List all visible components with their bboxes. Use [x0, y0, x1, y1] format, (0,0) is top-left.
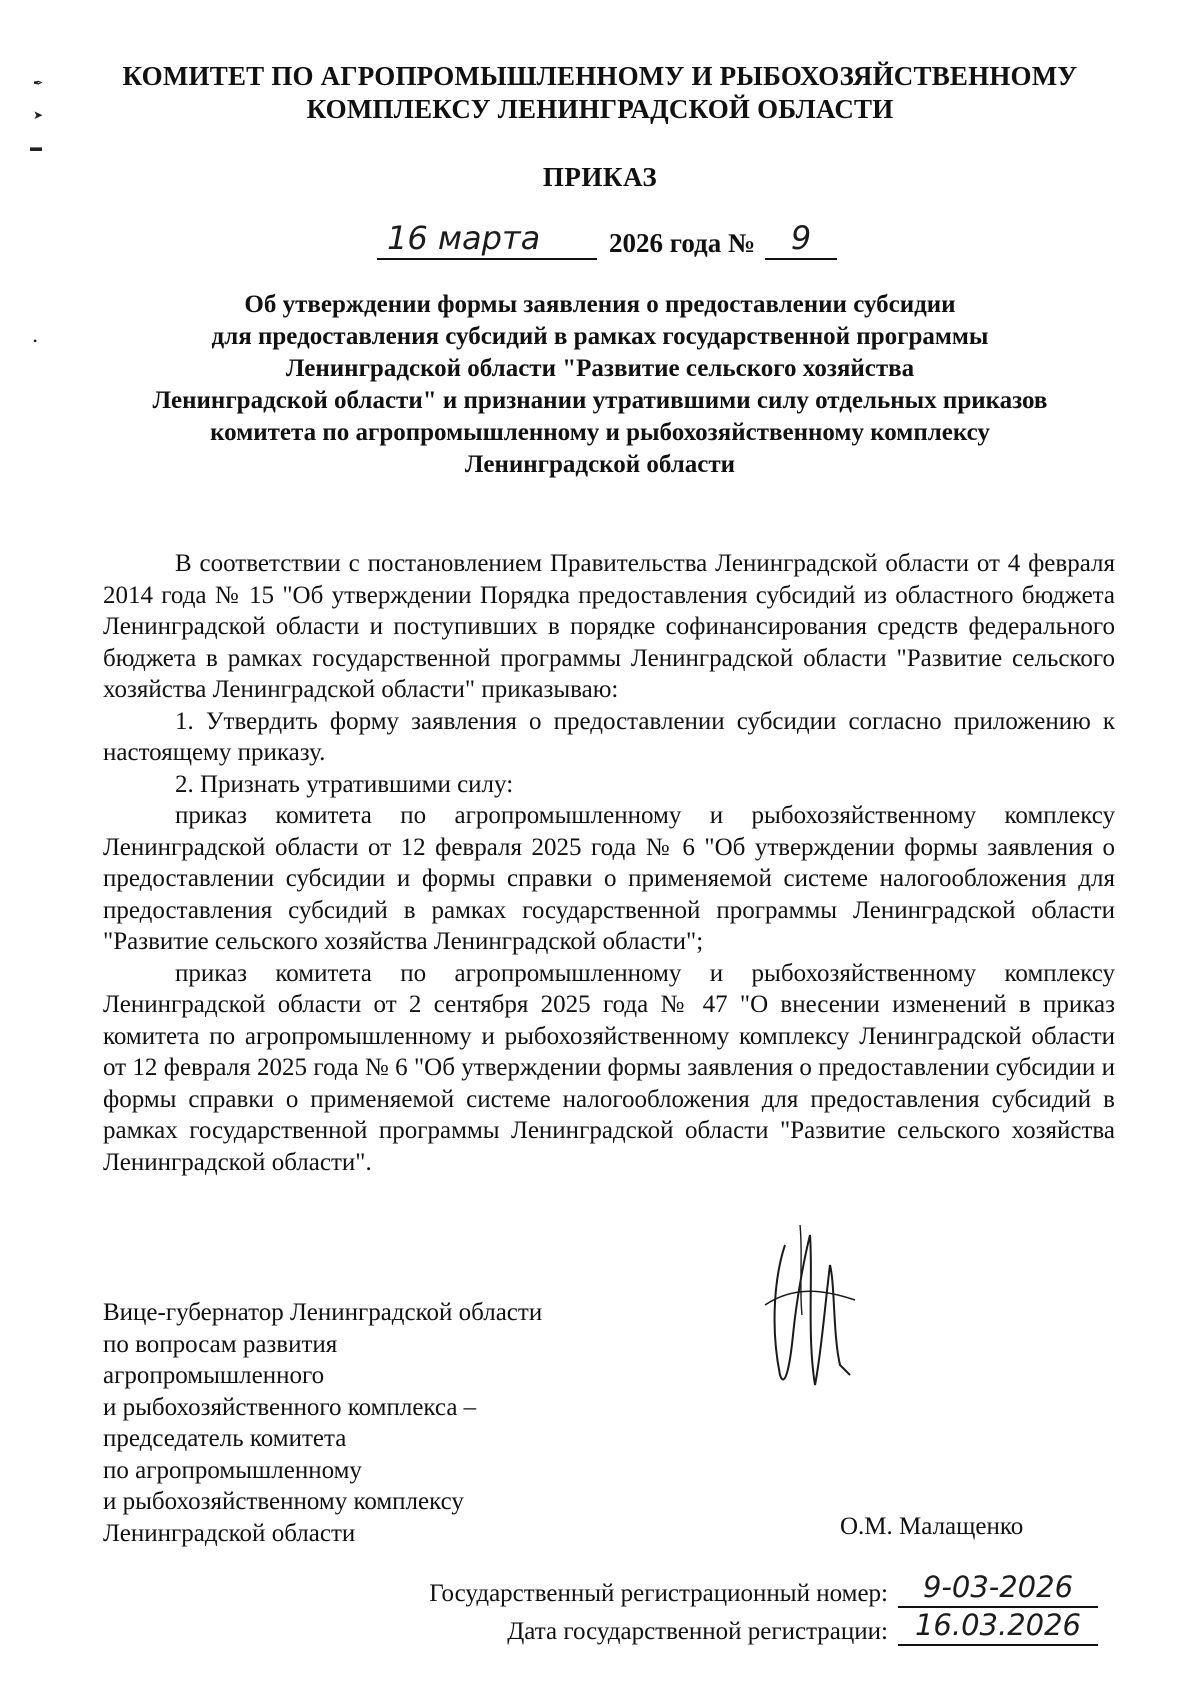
item-2-paragraph: 2. Признать утратившими силу:: [175, 770, 514, 798]
registration-date-value: 16.03.2026: [898, 1606, 1098, 1646]
order-date-line: [355, 218, 835, 262]
scan-mark: ▬: [30, 140, 42, 154]
document-type: ПРИКАЗ: [542, 162, 658, 192]
registration-date-row: [0, 1608, 1200, 1658]
scan-mark: •: [33, 334, 38, 348]
position-line: Ленинградской области: [103, 1519, 356, 1547]
subject-line: Ленинградской области: [464, 451, 736, 478]
signatory-name: О.М. Малащенко: [840, 1513, 1024, 1540]
order-year-text: 2026 года №: [609, 228, 756, 258]
signatory-position: [103, 1297, 623, 1549]
organization-header: [60, 60, 1140, 126]
order-number-handwritten: 9: [765, 218, 837, 260]
repeal-1-paragraph: приказ комитета по агропромышленному и рыбохозяйственному комплексу Ленинградской области от 12 февраля 2025 года № 6 "Об утверждении формы заявления о предоставлении субсидии и формы справки о применяемой системе налогообложения для предоставления субсидий в рамках государственной программы Ленинградской области "Развитие сельского хозяйства Ленинградской области";: [103, 802, 1115, 955]
subject-line: для предоставления субсидий в рамках государственной программы: [211, 323, 989, 350]
subject-line: Ленинградской области" и признании утратившими силу отдельных приказов: [152, 387, 1048, 414]
scan-mark: ➤: [33, 108, 44, 122]
scan-mark: ✒: [33, 76, 44, 90]
subject-line: Об утверждении формы заявления о предоставлении субсидии: [244, 291, 956, 318]
position-line: председатель комитета: [103, 1425, 347, 1452]
order-subject: [100, 289, 1100, 481]
organization-line-2: КОМПЛЕКСУ ЛЕНИНГРАДСКОЙ ОБЛАСТИ: [306, 94, 894, 124]
subject-line: Ленинградской области "Развитие сельского хозяйства: [285, 355, 915, 382]
intro-paragraph: В соответствии с постановлением Правительства Ленинградской области от 4 февраля 2014 года № 15 "Об утверждении Порядка предоставления субсидий из областного бюджета Ленинградской области и поступивших в порядке софинансирования средств федерального бюджета в рамках государственной программы Ленинградской области "Развитие сельского хозяйства Ленинградской области" приказываю:: [103, 550, 1115, 703]
position-line: агропромышленного: [103, 1362, 325, 1389]
item-1-paragraph: 1. Утвердить форму заявления о предоставлении субсидии согласно приложению к настоящему приказу.: [103, 707, 1115, 766]
repeal-2-paragraph: приказ комитета по агропромышленному и рыбохозяйственному комплексу Ленинградской области от 2 сентября 2025 года № 47 "О внесении изменений в приказ комитета по агропромышленному и рыбохозяйственному комплексу Ленинградской области от 12 февраля 2025 года № 6 "Об утверждении формы заявления о предоставлении субсидии и формы справки о применяемой системе налогообложения для предоставления субсидий в рамках государственной программы Ленинградской области "Развитие сельского хозяйства Ленинградской области".: [103, 959, 1115, 1176]
registration-number-label: Государственный регистрационный номер:: [429, 1580, 888, 1607]
position-line: Вице-губернатор Ленинградской области: [103, 1299, 543, 1326]
order-body: [103, 548, 1115, 1178]
order-date-handwritten: 16 марта: [377, 218, 597, 260]
subject-line: комитета по агропромышленному и рыбохозяйственному комплексу: [210, 419, 990, 446]
position-line: по вопросам развития: [103, 1330, 338, 1358]
position-line: и рыбохозяйственного комплекса –: [103, 1393, 477, 1421]
registration-date-label: Дата государственной регистрации:: [507, 1618, 888, 1645]
position-line: по агропромышленному: [103, 1456, 362, 1484]
registration-number-value: 9-03-2026: [898, 1568, 1098, 1608]
handwritten-signature: [755, 1215, 865, 1395]
organization-line-1: КОМИТЕТ ПО АГРОПРОМЫШЛЕННОМУ И РЫБОХОЗЯЙСТВЕННОМУ: [122, 61, 1078, 91]
position-line: и рыбохозяйственному комплексу: [103, 1488, 464, 1515]
